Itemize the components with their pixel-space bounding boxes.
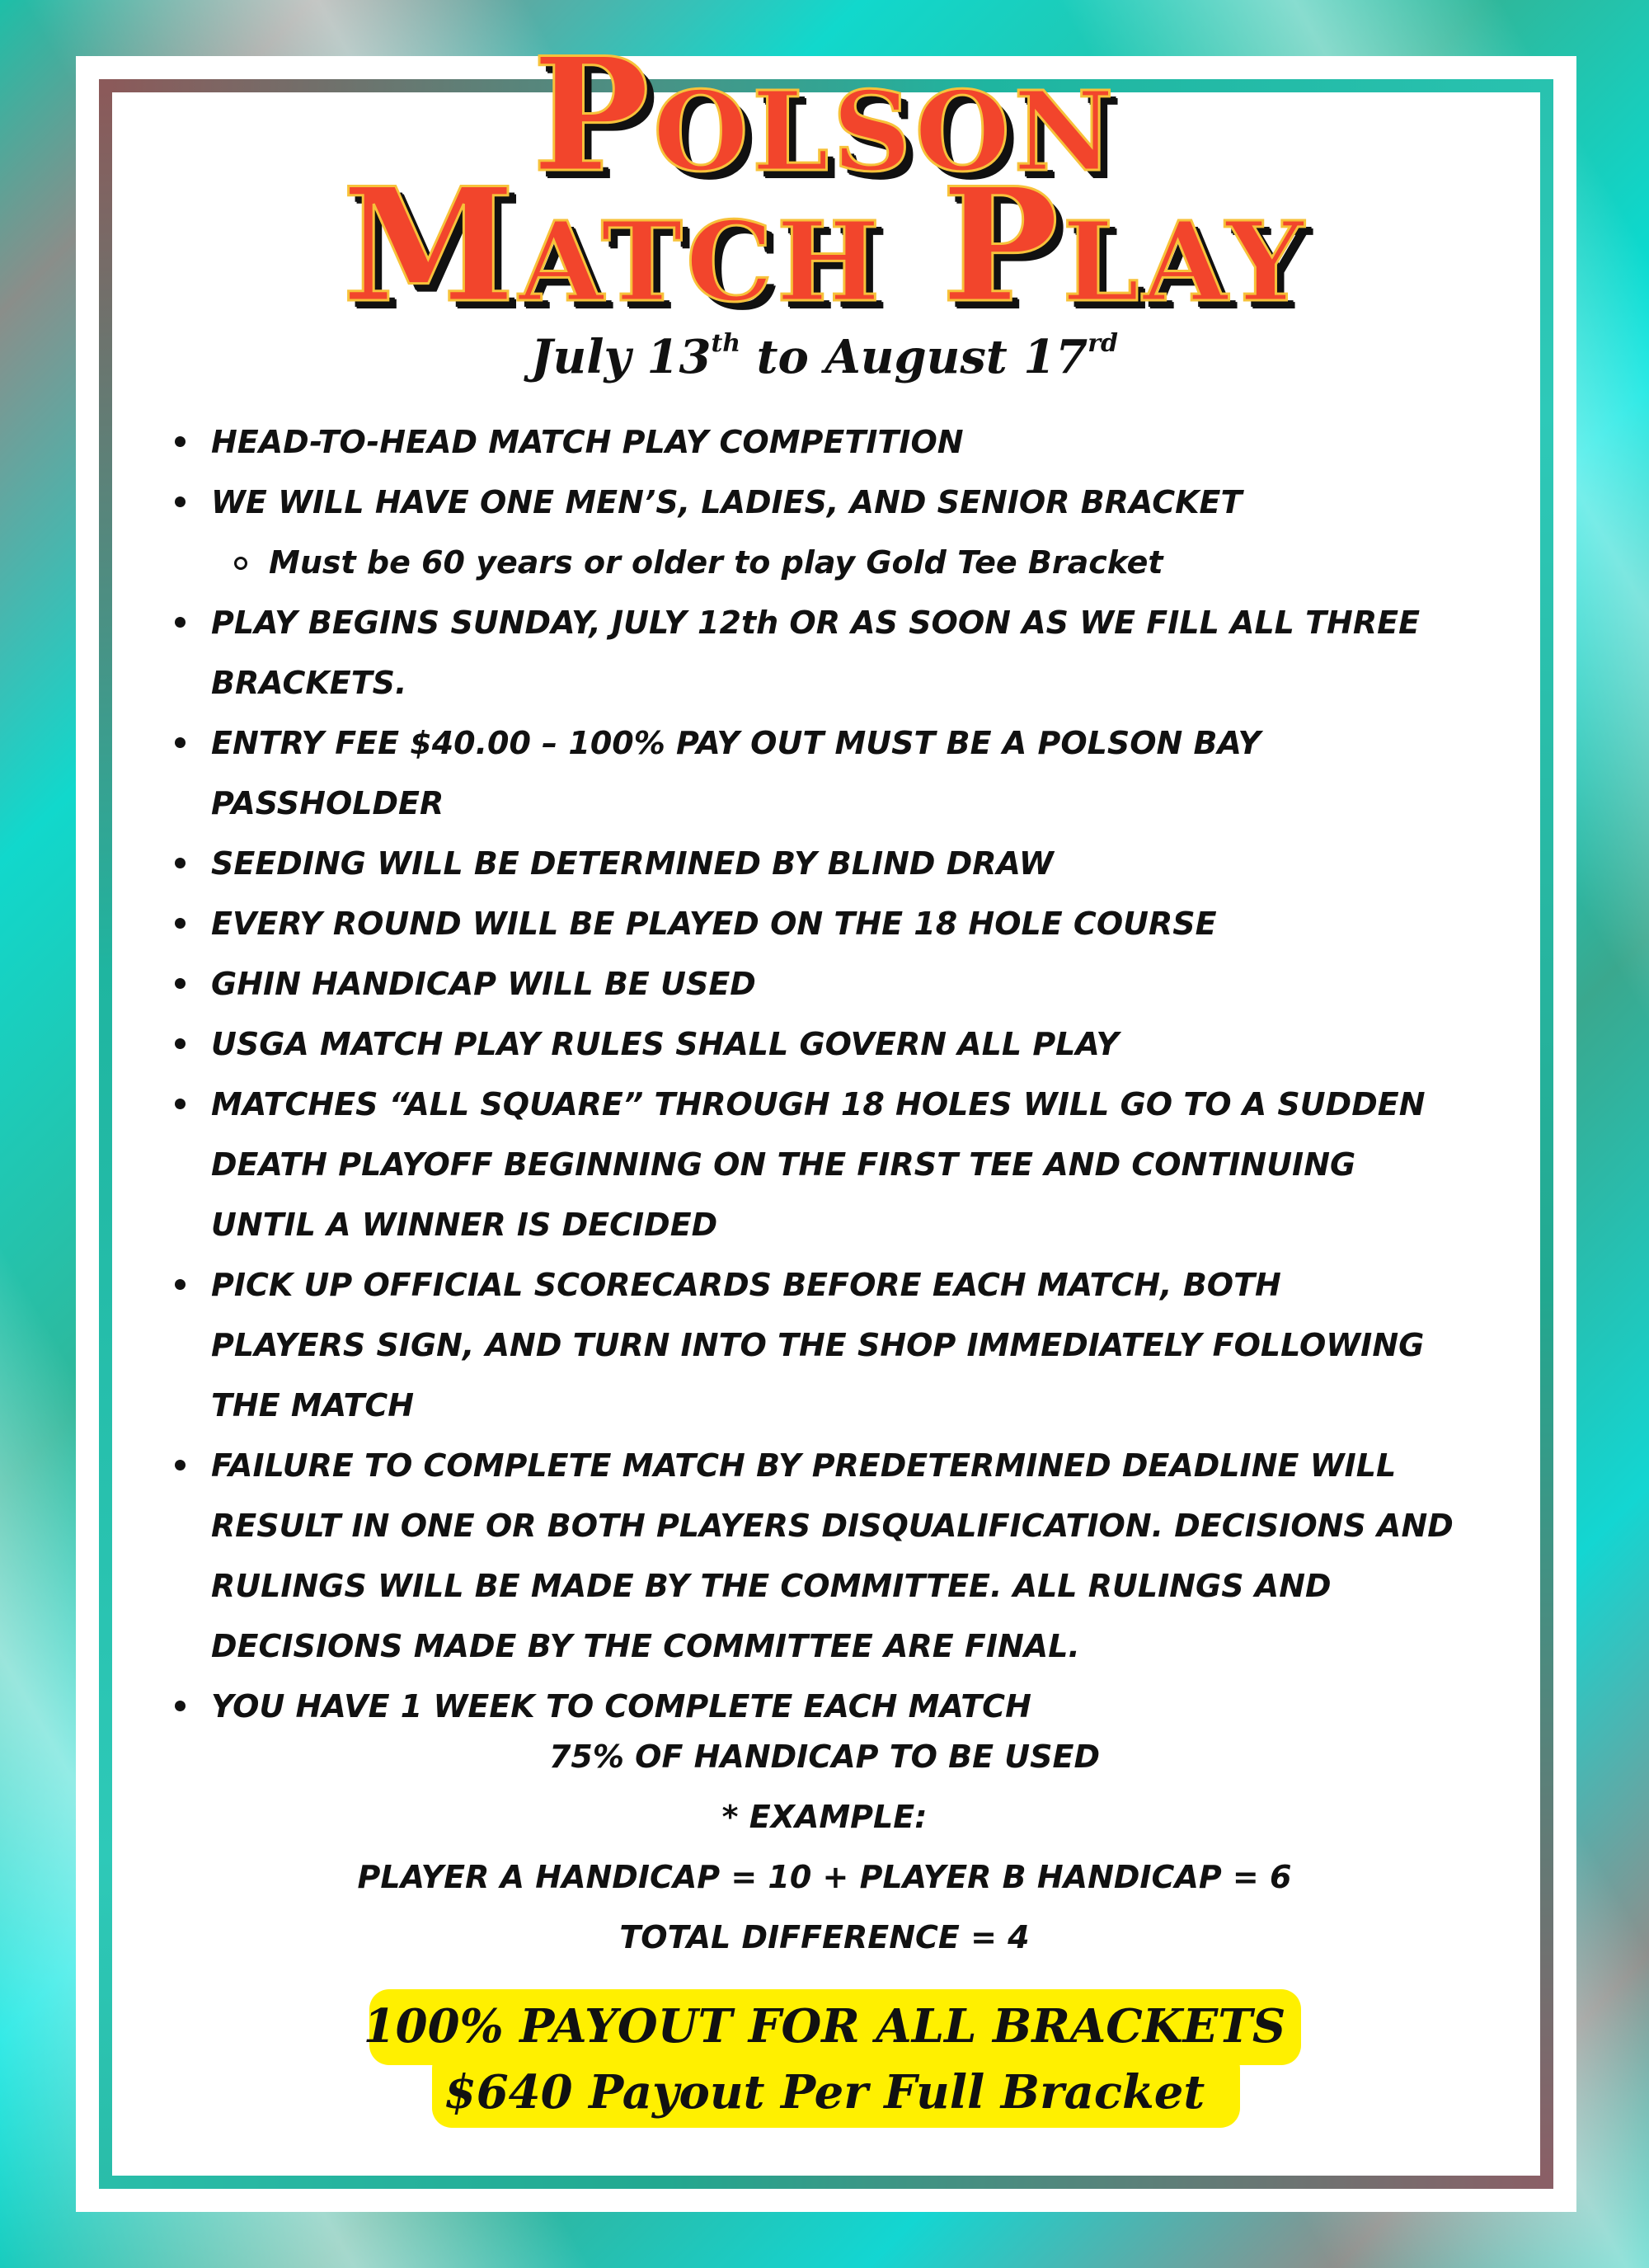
rule-item xyxy=(165,834,1501,894)
rule-text: PLAYERS SIGN, AND TURN INTO THE SHOP IMMEDIATELY FOLLOWING xyxy=(211,1327,1425,1363)
rule-text: DEATH PLAYOFF BEGINNING ON THE FIRST TEE AND CONTINUING xyxy=(211,1146,1356,1183)
bullet-icon xyxy=(175,737,186,748)
rule-item xyxy=(165,954,1501,1014)
date-end: August 17 xyxy=(824,330,1088,384)
handicap-total-difference: TOTAL DIFFERENCE = 4 xyxy=(619,1919,1030,1955)
payout-all-brackets: 100% PAYOUT FOR ALL BRACKETS xyxy=(363,1999,1286,2054)
rule-text: ENTRY FEE $40.00 – 100% PAY OUT MUST BE A POLSON BAY xyxy=(211,725,1261,761)
title-line-1: Polson xyxy=(532,23,1117,207)
date-connector: to xyxy=(756,330,809,384)
rule-item xyxy=(165,412,1501,473)
bullet-icon xyxy=(175,617,186,628)
rule-item-continued xyxy=(165,1496,1501,1556)
rule-item xyxy=(165,473,1501,533)
rule-text: BRACKETS. xyxy=(211,665,407,701)
payout-per-bracket: $640 Payout Per Full Bracket xyxy=(444,2065,1205,2120)
rule-text: PICK UP OFFICIAL SCORECARDS BEFORE EACH MATCH, BOTH xyxy=(211,1267,1281,1303)
rule-item-continued xyxy=(165,1616,1501,1677)
bullet-icon xyxy=(175,1099,186,1109)
rule-text: DECISIONS MADE BY THE COMMITTEE ARE FINAL. xyxy=(211,1628,1080,1664)
bullet-icon xyxy=(175,978,186,989)
rule-text: Must be 60 years or older to play Gold Tee Bracket xyxy=(269,544,1163,581)
bullet-icon xyxy=(175,918,186,929)
event-dates xyxy=(0,330,1649,384)
rule-item xyxy=(165,1436,1501,1496)
rule-item-continued xyxy=(165,1556,1501,1616)
bullet-icon xyxy=(175,1038,186,1049)
date-start: July 13 xyxy=(531,330,712,384)
title-line-2: Match Play xyxy=(341,153,1308,337)
rule-item xyxy=(165,713,1501,774)
rule-item-continued xyxy=(165,1195,1501,1255)
rule-sub-item xyxy=(165,533,1501,593)
rules-list xyxy=(165,412,1501,1737)
rule-text: YOU HAVE 1 WEEK TO COMPLETE EACH MATCH xyxy=(211,1688,1031,1725)
rule-item xyxy=(165,1014,1501,1075)
rule-text: PLAY BEGINS SUNDAY, JULY 12th OR AS SOON AS WE FILL ALL THREE xyxy=(211,605,1421,641)
bullet-icon xyxy=(175,1279,186,1290)
rule-item-continued xyxy=(165,774,1501,834)
rule-text: USGA MATCH PLAY RULES SHALL GOVERN ALL PLAY xyxy=(211,1026,1119,1062)
rule-text: WE WILL HAVE ONE MEN’S, LADIES, AND SENIOR BRACKET xyxy=(211,484,1243,520)
rule-item-continued xyxy=(165,1315,1501,1376)
rule-text: MATCHES “ALL SQUARE” THROUGH 18 HOLES WILL GO TO A SUDDEN xyxy=(211,1086,1426,1122)
handicap-example-players: PLAYER A HANDICAP = 10 + PLAYER B HANDICAP = 6 xyxy=(357,1859,1292,1895)
rule-item-continued xyxy=(165,1376,1501,1436)
rule-text: EVERY ROUND WILL BE PLAYED ON THE 18 HOLE COURSE xyxy=(211,906,1217,942)
bullet-icon xyxy=(175,858,186,868)
bullet-icon xyxy=(175,496,186,507)
rule-text: FAILURE TO COMPLETE MATCH BY PREDETERMINED DEADLINE WILL xyxy=(211,1447,1397,1484)
rule-text: SEEDING WILL BE DETERMINED BY BLIND DRAW xyxy=(211,845,1054,882)
rule-text: THE MATCH xyxy=(211,1387,415,1423)
handicap-example-label: * EXAMPLE: xyxy=(721,1799,928,1835)
rule-text: PASSHOLDER xyxy=(211,785,444,821)
bullet-icon xyxy=(175,1460,186,1470)
date-start-suffix: th xyxy=(711,329,741,359)
rule-item xyxy=(165,1255,1501,1315)
rule-text: RULINGS WILL BE MADE BY THE COMMITTEE. ALL RULINGS AND xyxy=(211,1568,1332,1604)
rule-item xyxy=(165,593,1501,653)
bullet-icon xyxy=(175,1701,186,1711)
bullet-icon xyxy=(175,436,186,447)
bullet-icon xyxy=(234,557,247,570)
rule-text: HEAD-TO-HEAD MATCH PLAY COMPETITION xyxy=(211,424,964,460)
rule-item xyxy=(165,1075,1501,1135)
rule-text: GHIN HANDICAP WILL BE USED xyxy=(211,966,756,1002)
rule-text: UNTIL A WINNER IS DECIDED xyxy=(211,1207,718,1243)
date-end-suffix: rd xyxy=(1088,329,1118,359)
rule-item-continued xyxy=(165,653,1501,713)
handicap-percent: 75% OF HANDICAP TO BE USED xyxy=(548,1739,1101,1775)
rule-item xyxy=(165,894,1501,954)
rule-item-continued xyxy=(165,1135,1501,1195)
rule-text: RESULT IN ONE OR BOTH PLAYERS DISQUALIFICATION. DECISIONS AND xyxy=(211,1508,1454,1544)
